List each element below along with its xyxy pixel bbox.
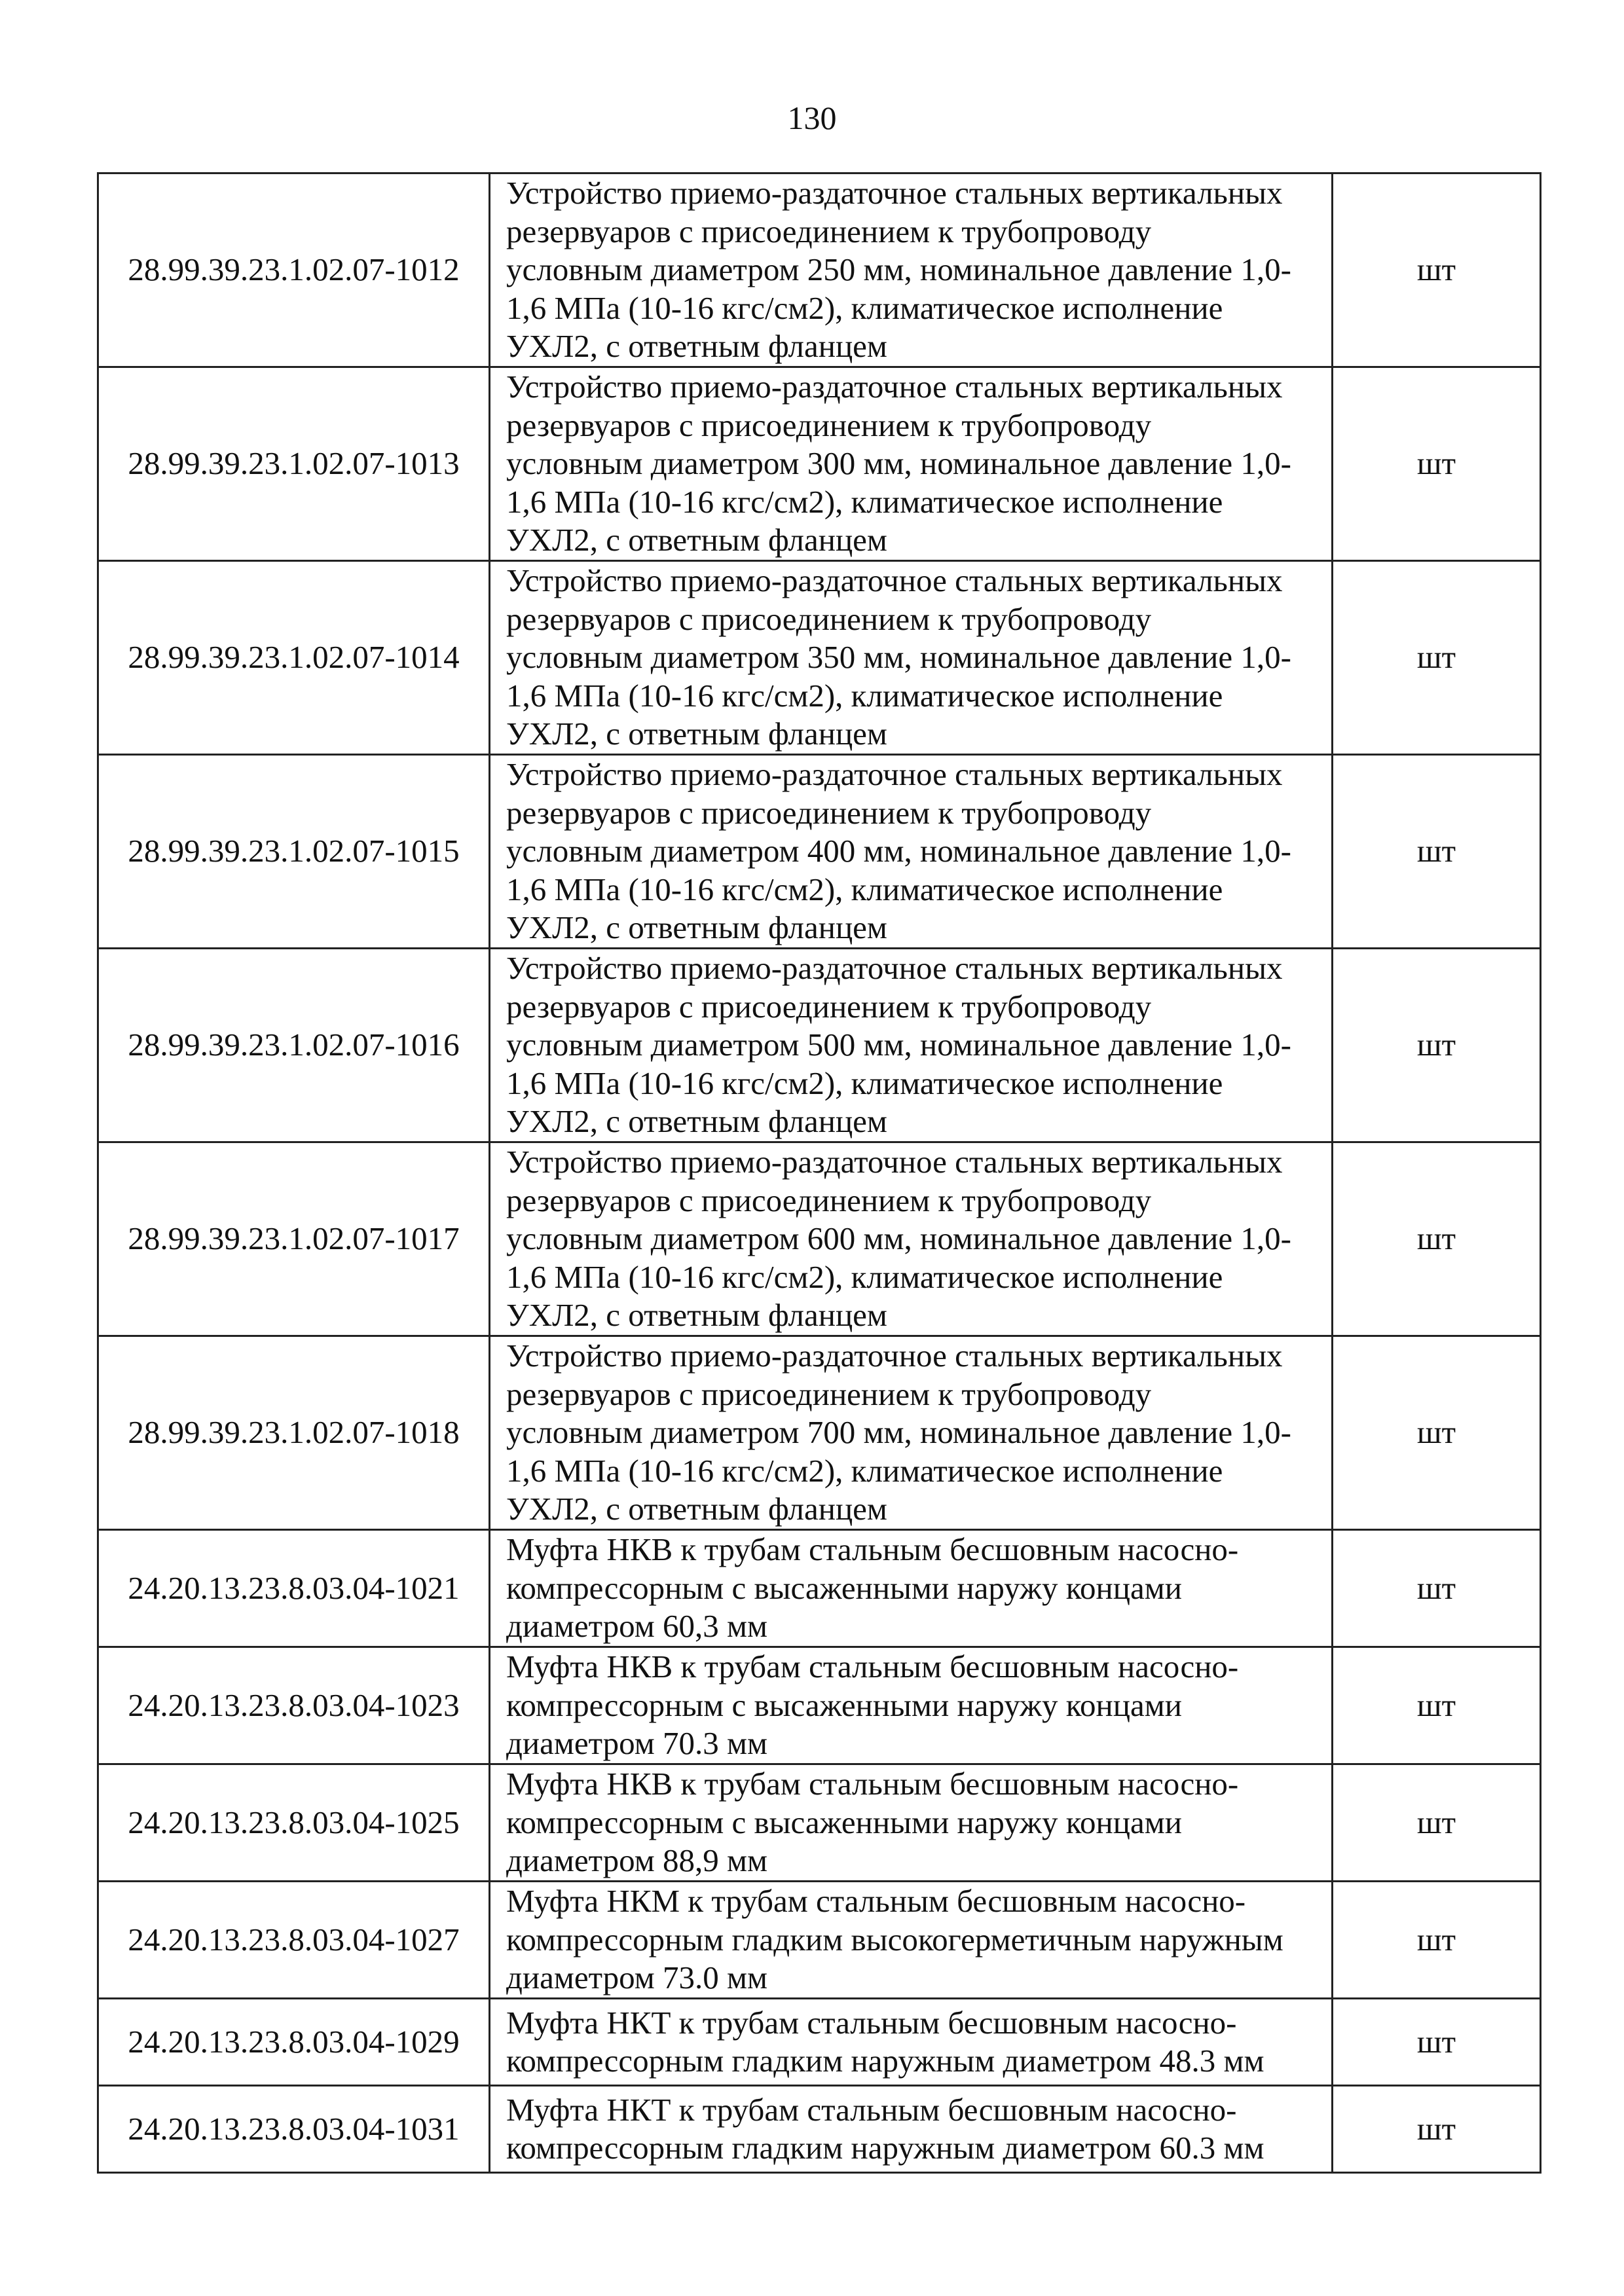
resource-code: 28.99.39.23.1.02.07-1015 xyxy=(98,755,490,949)
resource-name xyxy=(490,755,1333,949)
resource-name-line: компрессорным с высаженными наружу концами xyxy=(506,1569,1182,1606)
resource-code: 28.99.39.23.1.02.07-1013 xyxy=(98,367,490,561)
resource-name-line: УХЛ2, с ответным фланцем xyxy=(506,1297,887,1334)
unit-of-measure: шт xyxy=(1333,561,1541,755)
unit-of-measure: шт xyxy=(1333,1764,1541,1882)
resource-name xyxy=(490,1530,1333,1647)
resource-name-line: условным диаметром 300 мм, номинальное давление 1,0- xyxy=(506,445,1291,482)
resource-name-line: Устройство приемо-раздаточное стальных вертикальных xyxy=(506,756,1283,793)
page-number: 130 xyxy=(787,100,837,136)
resource-name-line: резервуаров с присоединением к трубопроводу xyxy=(506,1376,1152,1412)
resource-name-line: условным диаметром 500 мм, номинальное давление 1,0- xyxy=(506,1027,1291,1063)
resource-name-line: Устройство приемо-раздаточное стальных вертикальных xyxy=(506,1338,1283,1374)
resource-name-line: резервуаров с присоединением к трубопроводу xyxy=(506,988,1152,1025)
resource-name-line: 1,6 МПа (10-16 кгс/см2), климатическое исполнение xyxy=(506,1258,1223,1295)
unit-of-measure: шт xyxy=(1333,1999,1541,2086)
resource-name-line: 1,6 МПа (10-16 кгс/см2), климатическое исполнение xyxy=(506,677,1223,714)
resource-name-line: компрессорным с высаженными наружу концами xyxy=(506,1686,1182,1723)
resource-name-line: условным диаметром 700 мм, номинальное давление 1,0- xyxy=(506,1414,1291,1451)
resource-name-line: Устройство приемо-раздаточное стальных вертикальных xyxy=(506,1144,1283,1180)
unit-of-measure: шт xyxy=(1333,1882,1541,1999)
table-row xyxy=(98,1999,1541,2086)
resource-name-line: Муфта НКВ к трубам стальным бесшовным насосно- xyxy=(506,1649,1239,1685)
resource-name xyxy=(490,1882,1333,1999)
resource-code: 28.99.39.23.1.02.07-1012 xyxy=(98,173,490,367)
resource-name-line: 1,6 МПа (10-16 кгс/см2), климатическое исполнение xyxy=(506,1065,1223,1101)
table-row xyxy=(98,1882,1541,1999)
resource-name-line: Муфта НКТ к трубам стальным бесшовным насосно- xyxy=(506,2004,1237,2041)
resource-name xyxy=(490,173,1333,367)
resource-code: 28.99.39.23.1.02.07-1014 xyxy=(98,561,490,755)
resource-code: 24.20.13.23.8.03.04-1025 xyxy=(98,1764,490,1882)
table-row xyxy=(98,1764,1541,1882)
resource-name xyxy=(490,367,1333,561)
resource-table xyxy=(97,172,1541,2174)
resource-name xyxy=(490,1647,1333,1764)
resource-name xyxy=(490,2086,1333,2173)
resource-code: 24.20.13.23.8.03.04-1027 xyxy=(98,1882,490,1999)
table-row xyxy=(98,949,1541,1142)
resource-name-line: УХЛ2, с ответным фланцем xyxy=(506,522,887,558)
resource-name-line: условным диаметром 350 мм, номинальное давление 1,0- xyxy=(506,639,1291,676)
resource-name-line: диаметром 60,3 мм xyxy=(506,1608,768,1645)
unit-of-measure: шт xyxy=(1333,1142,1541,1336)
resource-code: 24.20.13.23.8.03.04-1021 xyxy=(98,1530,490,1647)
resource-name-line: условным диаметром 600 мм, номинальное давление 1,0- xyxy=(506,1220,1291,1257)
table-row xyxy=(98,561,1541,755)
resource-name-line: резервуаров с присоединением к трубопроводу xyxy=(506,794,1152,831)
resource-name-line: резервуаров с присоединением к трубопроводу xyxy=(506,407,1152,443)
resource-code: 28.99.39.23.1.02.07-1017 xyxy=(98,1142,490,1336)
resource-name xyxy=(490,1142,1333,1336)
resource-name-line: условным диаметром 400 мм, номинальное давление 1,0- xyxy=(506,833,1291,869)
table-row xyxy=(98,1530,1541,1647)
resource-name-line: УХЛ2, с ответным фланцем xyxy=(506,1491,887,1527)
table-row xyxy=(98,755,1541,949)
unit-of-measure: шт xyxy=(1333,949,1541,1142)
table-row xyxy=(98,1647,1541,1764)
resource-name-line: компрессорным с высаженными наружу концами xyxy=(506,1804,1182,1840)
resource-name-line: диаметром 88,9 мм xyxy=(506,1842,768,1879)
table-row xyxy=(98,2086,1541,2173)
resource-code: 28.99.39.23.1.02.07-1016 xyxy=(98,949,490,1142)
resource-name-line: диаметром 73.0 мм xyxy=(506,1959,768,1996)
resource-name-line: Устройство приемо-раздаточное стальных вертикальных xyxy=(506,950,1283,987)
unit-of-measure: шт xyxy=(1333,1336,1541,1530)
resource-name xyxy=(490,1336,1333,1530)
resource-name-line: УХЛ2, с ответным фланцем xyxy=(506,716,887,752)
resource-name-line: Устройство приемо-раздаточное стальных вертикальных xyxy=(506,175,1283,211)
table-row xyxy=(98,173,1541,367)
unit-of-measure: шт xyxy=(1333,173,1541,367)
table-body xyxy=(98,173,1541,2173)
resource-code: 28.99.39.23.1.02.07-1018 xyxy=(98,1336,490,1530)
resource-name-line: 1,6 МПа (10-16 кгс/см2), климатическое исполнение xyxy=(506,871,1223,907)
resource-name-line: компрессорным гладким высокогерметичным наружным xyxy=(506,1921,1283,1958)
unit-of-measure: шт xyxy=(1333,1647,1541,1764)
resource-code: 24.20.13.23.8.03.04-1029 xyxy=(98,1999,490,2086)
unit-of-measure: шт xyxy=(1333,755,1541,949)
resource-name xyxy=(490,561,1333,755)
resource-name-line: Муфта НКВ к трубам стальным бесшовным насосно- xyxy=(506,1766,1239,1802)
resource-name-line: УХЛ2, с ответным фланцем xyxy=(506,909,887,946)
resource-name xyxy=(490,1999,1333,2086)
table-row xyxy=(98,1336,1541,1530)
unit-of-measure: шт xyxy=(1333,2086,1541,2173)
resource-name-line: 1,6 МПа (10-16 кгс/см2), климатическое исполнение xyxy=(506,289,1223,326)
resource-name xyxy=(490,1764,1333,1882)
resource-name-line: резервуаров с присоединением к трубопроводу xyxy=(506,1182,1152,1218)
resource-name-line: Устройство приемо-раздаточное стальных вертикальных xyxy=(506,562,1283,599)
resource-name-line: Устройство приемо-раздаточное стальных вертикальных xyxy=(506,369,1283,405)
resource-name-line: компрессорным гладким наружным диаметром 48.3 мм xyxy=(506,2043,1264,2079)
resource-name xyxy=(490,949,1333,1142)
resource-name-line: Муфта НКТ к трубам стальным бесшовным насосно- xyxy=(506,2091,1237,2128)
resource-name-line: 1,6 МПа (10-16 кгс/см2), климатическое исполнение xyxy=(506,1452,1223,1489)
unit-of-measure: шт xyxy=(1333,367,1541,561)
resource-code: 24.20.13.23.8.03.04-1023 xyxy=(98,1647,490,1764)
resource-name-line: условным диаметром 250 мм, номинальное давление 1,0- xyxy=(506,251,1291,288)
resource-name-line: резервуаров с присоединением к трубопроводу xyxy=(506,600,1152,637)
resource-name-line: УХЛ2, с ответным фланцем xyxy=(506,328,887,365)
resource-name-line: диаметром 70.3 мм xyxy=(506,1725,768,1762)
resource-code: 24.20.13.23.8.03.04-1031 xyxy=(98,2086,490,2173)
resource-name-line: компрессорным гладким наружным диаметром 60.3 мм xyxy=(506,2130,1264,2166)
resource-name-line: 1,6 МПа (10-16 кгс/см2), климатическое исполнение xyxy=(506,483,1223,520)
resource-name-line: резервуаров с присоединением к трубопроводу xyxy=(506,213,1152,249)
table-row xyxy=(98,1142,1541,1336)
resource-name-line: УХЛ2, с ответным фланцем xyxy=(506,1103,887,1140)
resource-name-line: Муфта НКВ к трубам стальным бесшовным насосно- xyxy=(506,1531,1239,1568)
unit-of-measure: шт xyxy=(1333,1530,1541,1647)
table-row xyxy=(98,367,1541,561)
resource-name-line: Муфта НКМ к трубам стальным бесшовным насосно- xyxy=(506,1883,1246,1920)
